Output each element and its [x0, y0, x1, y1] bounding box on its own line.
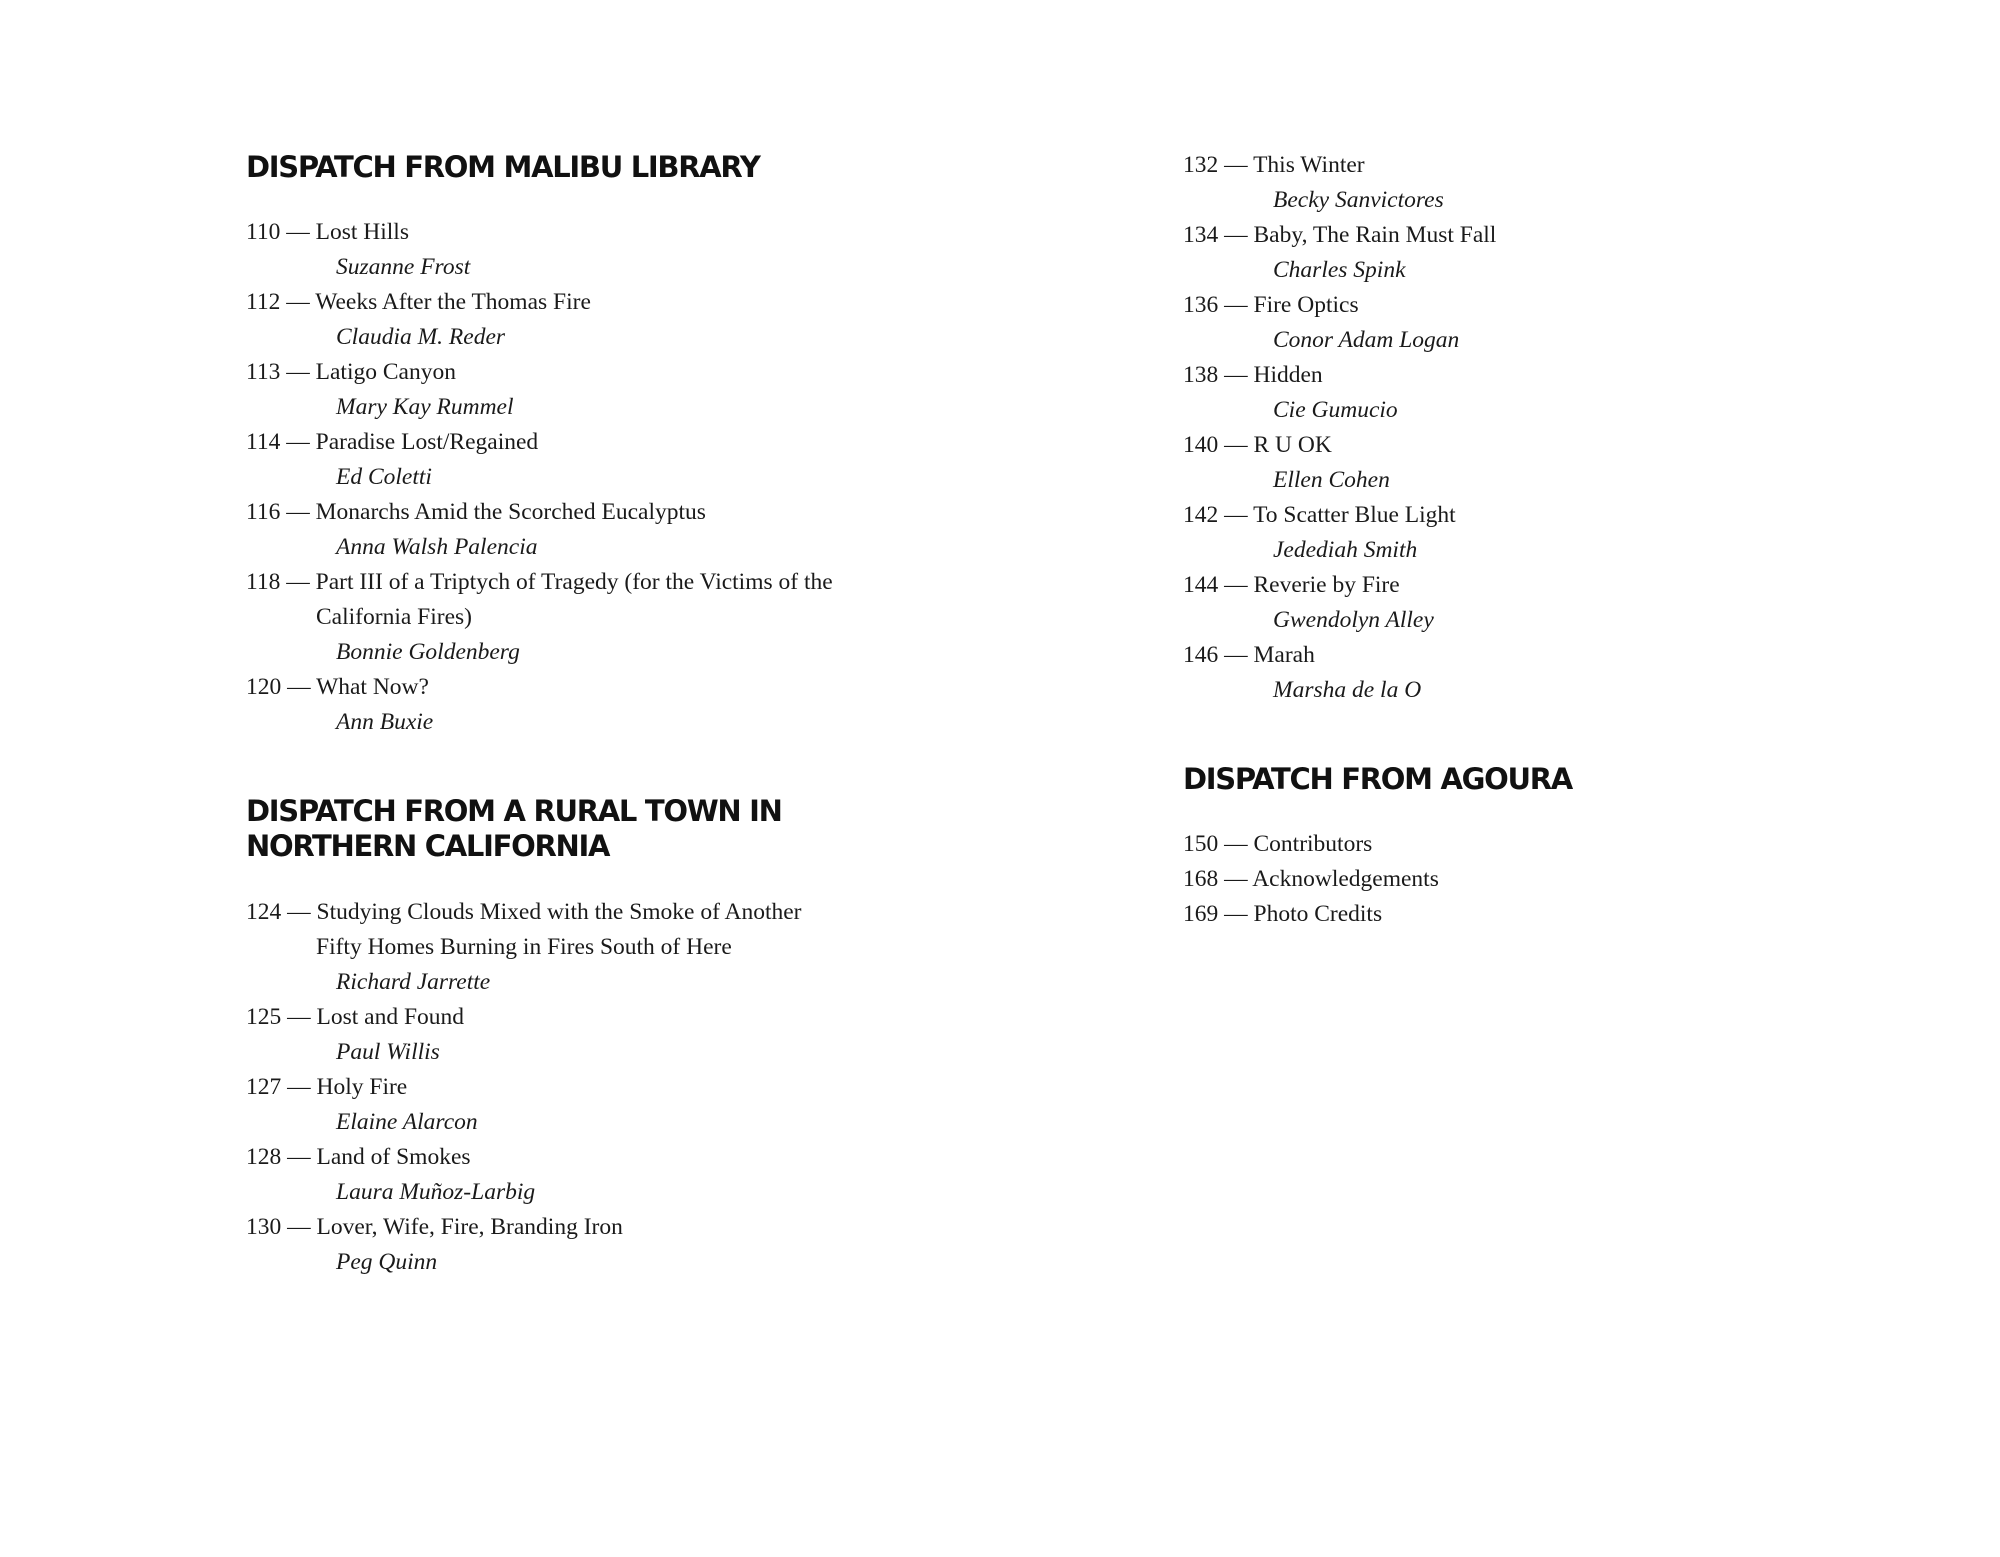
entry-author: Cie Gumucio — [1273, 397, 1398, 423]
entry-title: 132 — This Winter — [1183, 152, 1365, 178]
entry-title: 138 — Hidden — [1183, 362, 1323, 388]
entry-author: Ann Buxie — [336, 709, 434, 735]
entry-title: 144 — Reverie by Fire — [1183, 572, 1400, 598]
entry-author: Bonnie Goldenberg — [336, 639, 520, 665]
entry-title: 110 — Lost Hills — [246, 219, 409, 245]
entry-title: 150 — Contributors — [1183, 831, 1373, 857]
toc-entry[interactable] — [1183, 862, 1439, 897]
section-agoura-list — [1183, 827, 1439, 932]
entry-author: Gwendolyn Alley — [1273, 607, 1434, 633]
toc-entry[interactable] — [246, 495, 833, 565]
entry-title: 113 — Latigo Canyon — [246, 359, 456, 385]
toc-entry[interactable] — [246, 425, 833, 495]
continued-entries-list — [1183, 148, 1496, 708]
entry-title: 169 — Photo Credits — [1183, 901, 1383, 927]
entry-author: Elaine Alarcon — [336, 1109, 478, 1135]
toc-entry[interactable] — [246, 1210, 802, 1280]
entry-author: Claudia M. Reder — [336, 324, 506, 350]
toc-entry[interactable] — [246, 895, 802, 1000]
toc-entry[interactable] — [1183, 358, 1496, 428]
entry-title: 120 — What Now? — [246, 674, 429, 700]
entry-title: 125 — Lost and Found — [246, 1004, 465, 1030]
toc-entry[interactable] — [1183, 428, 1496, 498]
entry-author: Marsha de la O — [1273, 677, 1422, 703]
toc-entry[interactable] — [246, 1070, 802, 1140]
entry-title: 127 — Holy Fire — [246, 1074, 408, 1100]
toc-entry[interactable] — [246, 215, 833, 285]
section-rural-town-list — [246, 895, 802, 1280]
entry-title: 124 — Studying Clouds Mixed with the Smoke of Another — [246, 899, 802, 925]
section-heading-rural-town — [246, 794, 782, 864]
toc-entry[interactable] — [1183, 568, 1496, 638]
entry-title: 140 — R U OK — [1183, 432, 1332, 458]
entry-title-continuation: California Fires) — [316, 604, 472, 630]
section-heading-line-2: NORTHERN CALIFORNIA — [246, 829, 610, 863]
entry-author: Laura Muñoz-Larbig — [336, 1179, 536, 1205]
entry-author: Mary Kay Rummel — [336, 394, 514, 420]
entry-title: 112 — Weeks After the Thomas Fire — [246, 289, 591, 315]
section-heading-line-1: DISPATCH FROM A RURAL TOWN IN — [246, 794, 782, 828]
section-heading-malibu-library: DISPATCH FROM MALIBU LIBRARY — [246, 150, 760, 184]
entry-author: Becky Sanvictores — [1273, 187, 1444, 213]
toc-entry[interactable] — [1183, 827, 1439, 862]
entry-title: 168 — Acknowledgements — [1183, 866, 1439, 892]
entry-title: 130 — Lover, Wife, Fire, Branding Iron — [246, 1214, 623, 1240]
entry-title: 118 — Part III of a Triptych of Tragedy (for the Victims of the — [246, 569, 833, 595]
toc-entry[interactable] — [1183, 218, 1496, 288]
entry-title: 134 — Baby, The Rain Must Fall — [1183, 222, 1497, 248]
entry-author: Suzanne Frost — [336, 254, 471, 280]
entry-author: Jedediah Smith — [1273, 537, 1418, 563]
section-malibu-library-list — [246, 215, 833, 740]
entry-title: 136 — Fire Optics — [1183, 292, 1359, 318]
entry-title: 114 — Paradise Lost/Regained — [246, 429, 539, 455]
toc-entry[interactable] — [1183, 498, 1496, 568]
entry-title: 142 — To Scatter Blue Light — [1183, 502, 1456, 528]
toc-entry[interactable] — [246, 355, 833, 425]
entry-title-continuation: Fifty Homes Burning in Fires South of Here — [316, 934, 732, 960]
entry-author: Paul Willis — [336, 1039, 440, 1065]
entry-author: Richard Jarrette — [336, 969, 491, 995]
entry-author: Conor Adam Logan — [1273, 327, 1460, 353]
toc-entry[interactable] — [1183, 897, 1439, 932]
entry-title: 146 — Marah — [1183, 642, 1315, 668]
toc-entry[interactable] — [1183, 148, 1496, 218]
toc-entry[interactable] — [246, 1140, 802, 1210]
entry-author: Charles Spink — [1273, 257, 1406, 283]
toc-entry[interactable] — [246, 670, 833, 740]
entry-author: Ed Coletti — [336, 464, 432, 490]
toc-entry[interactable] — [1183, 638, 1496, 708]
toc-entry[interactable] — [246, 1000, 802, 1070]
entry-author: Ellen Cohen — [1273, 467, 1390, 493]
section-heading-agoura: DISPATCH FROM AGOURA — [1183, 762, 1572, 796]
entry-author: Peg Quinn — [336, 1249, 438, 1275]
toc-entry[interactable] — [246, 565, 833, 670]
entry-author: Anna Walsh Palencia — [336, 534, 538, 560]
entry-title: 116 — Monarchs Amid the Scorched Eucalyptus — [246, 499, 706, 525]
toc-entry[interactable] — [1183, 288, 1496, 358]
toc-entry[interactable] — [246, 285, 833, 355]
entry-title: 128 — Land of Smokes — [246, 1144, 471, 1170]
